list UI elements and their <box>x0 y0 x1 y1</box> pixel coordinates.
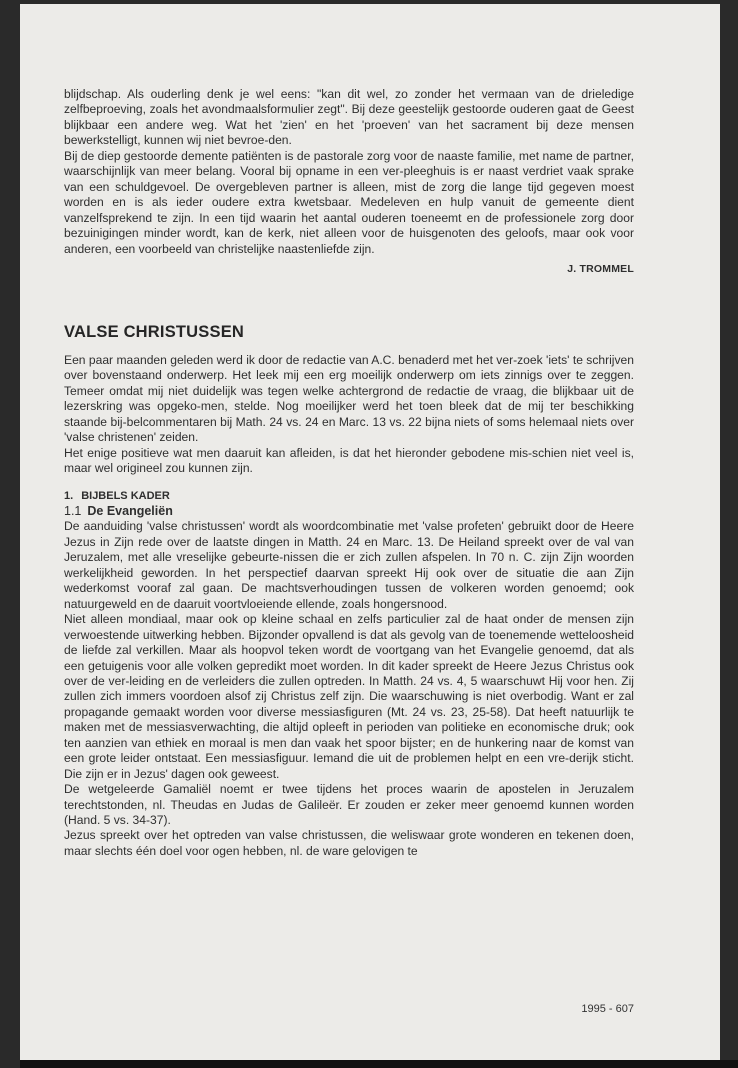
intro-paragraph-2: Bij de diep gestoorde demente patiënten is de pastorale zorg voor de naaste familie, met name de partner, waarschijnlijk van meer belang. Vooral bij opname in een ver-pleeghuis is er naast verdriet vaak sprake van een schuldgevoel. De overgebleven partner is alleen, mist de zorg die lange tijd gegeven moest worden en is als ieder oudere extra kwetsbaar. Medeleven en hulp vanuit de gemeente dient vanzelfsprekend te zijn. In een tijd waarin het aantal ouderen toeneemt en de professionele zorg door bezuinigingen minder wordt, kan de kerk, niet alleen voor de huisgenoten des geloofs, maar ook voor anderen, een voorbeeld van christelijke naastenliefde zijn. <box>64 148 634 256</box>
article-title: VALSE CHRISTUSSEN <box>64 323 245 342</box>
author-signature: J. TROMMEL <box>567 262 634 275</box>
section-paragraph-1: De aanduiding 'valse christussen' wordt als woordcombinatie met 'valse profeten' gebruikt door de Heere Jezus in Zijn rede over de laatste dingen in Matth. 24 en Marc. 13. De Heiland spreekt over de val van Jeruzalem, met alle vreselijke gebeurte-nissen die er zich zullen afspelen. In 70 n. C. zijn Zijn woorden werkelijkheid geworden. In het perspectief daarvan spreekt Hij ook over de situatie die aan Zijn wederkomst vooraf zal gaan. De machtsverhoudingen tussen de volkeren worden genoemd; ook natuurgeweld en de daaruit voortvloeiende ellende, zoals hongersnood. <box>64 519 634 611</box>
article-paragraph-2: Het enige positieve wat men daaruit kan afleiden, is dat het hieronder gebodene mis-schien niet veel is, maar wel origineel zou kunnen zijn. <box>64 445 634 476</box>
scan-edge <box>20 1060 738 1068</box>
page-number: 1995 - 607 <box>581 1003 634 1015</box>
intro-paragraph-1: blijdschap. Als ouderling denk je wel eens: "kan dit wel, zo zonder het vermaan van de drieledige zelfbeproeving, zoals het avondmaalsformulier zegt". Bij deze geestelijk gestoorde ouderen gaat de Geest blijkbaar een andere weg. Wat het 'zien' en het 'proeven' van het sacrament bij deze mensen bewerkstelligt, kunnen wij niet bevroe-den. <box>64 87 634 148</box>
section-title: BIJBELS KADER <box>81 489 170 502</box>
page-content <box>64 87 634 859</box>
section-paragraph-3: De wetgeleerde Gamaliël noemt er twee tijdens het proces waarin de apostelen in Jeruzalem terechtstonden, nl. Theudas en Judas de Galileër. Er zouden er zeker meer genoemd kunnen worden (Hand. 5 vs. 34-37). <box>64 782 634 828</box>
subsection-title: De Evangeliën <box>87 503 173 518</box>
section-paragraph-4: Jezus spreekt over het optreden van valse christussen, die weliswaar grote wonderen en tekenen doen, maar slechts één doel voor ogen hebben, nl. de ware gelovigen te <box>64 828 634 858</box>
subsection-heading <box>64 504 634 519</box>
article-paragraph-1: Een paar maanden geleden werd ik door de redactie van A.C. benaderd met het ver-zoek 'iets' te schrijven over bovenstaand onderwerp. Het leek mij een erg moeilijk onderwerp om iets zinnigs over te zeggen. Temeer omdat mij niet duidelijk was tegen welke achtergrond de redactie de vraag, die blijkbaar uit de lezerskring was opgeko-men, stelde. Nog moeilijker werd het toen bleek dat de mij ter beschikking staande bij-belcommentaren bij Math. 24 vs. 24 en Marc. 13 vs. 22 bijna niets of soms helemaal niets over 'valse christenen' zeiden. <box>64 352 634 445</box>
section-number: 1. <box>64 489 74 502</box>
section-heading <box>64 489 634 504</box>
section-paragraph-2: Niet alleen mondiaal, maar ook op kleine schaal en zelfs particulier zal de haat onder de mensen zijn verwoestende uitwerking hebben. Bijzonder opvallend is dat als gevolg van de toenemende wetteloosheid de liefde zal verkillen. Maar als hoopvol teken wordt de voortgang van het Evangelie genoemd, dat als een getuigenis voor alle volken gepredikt moet worden. In dit kader spreekt de Heere Jezus Christus ook over de ver-leiding en de verleiders die zullen optreden. In Matth. 24 vs. 4, 5 waarschuwt Hij voor hen. Zij zullen zich immers voordoen alsof zij Christus zelf zijn. Die waarschuwing is niet overbodig. Want er zal propagande gemaakt worden voor diverse messiasfiguren (Mt. 24 vs. 23, 25-58). Dat heeft natuurlijk te maken met de messiasverwachting, die altijd opleeft in perioden van politieke en economische druk; ook ten aanzien van ethiek en moraal is men dan vaak het spoor bijster; en de hunkering naar de komst van een grote leider ontstaat. Een messiasfiguur. Iemand die uit de problemen helpt en een vre-derijk sticht. Die zijn er in Jezus' dagen ook geweest. <box>64 612 634 781</box>
subsection-number: 1.1 <box>64 503 82 518</box>
